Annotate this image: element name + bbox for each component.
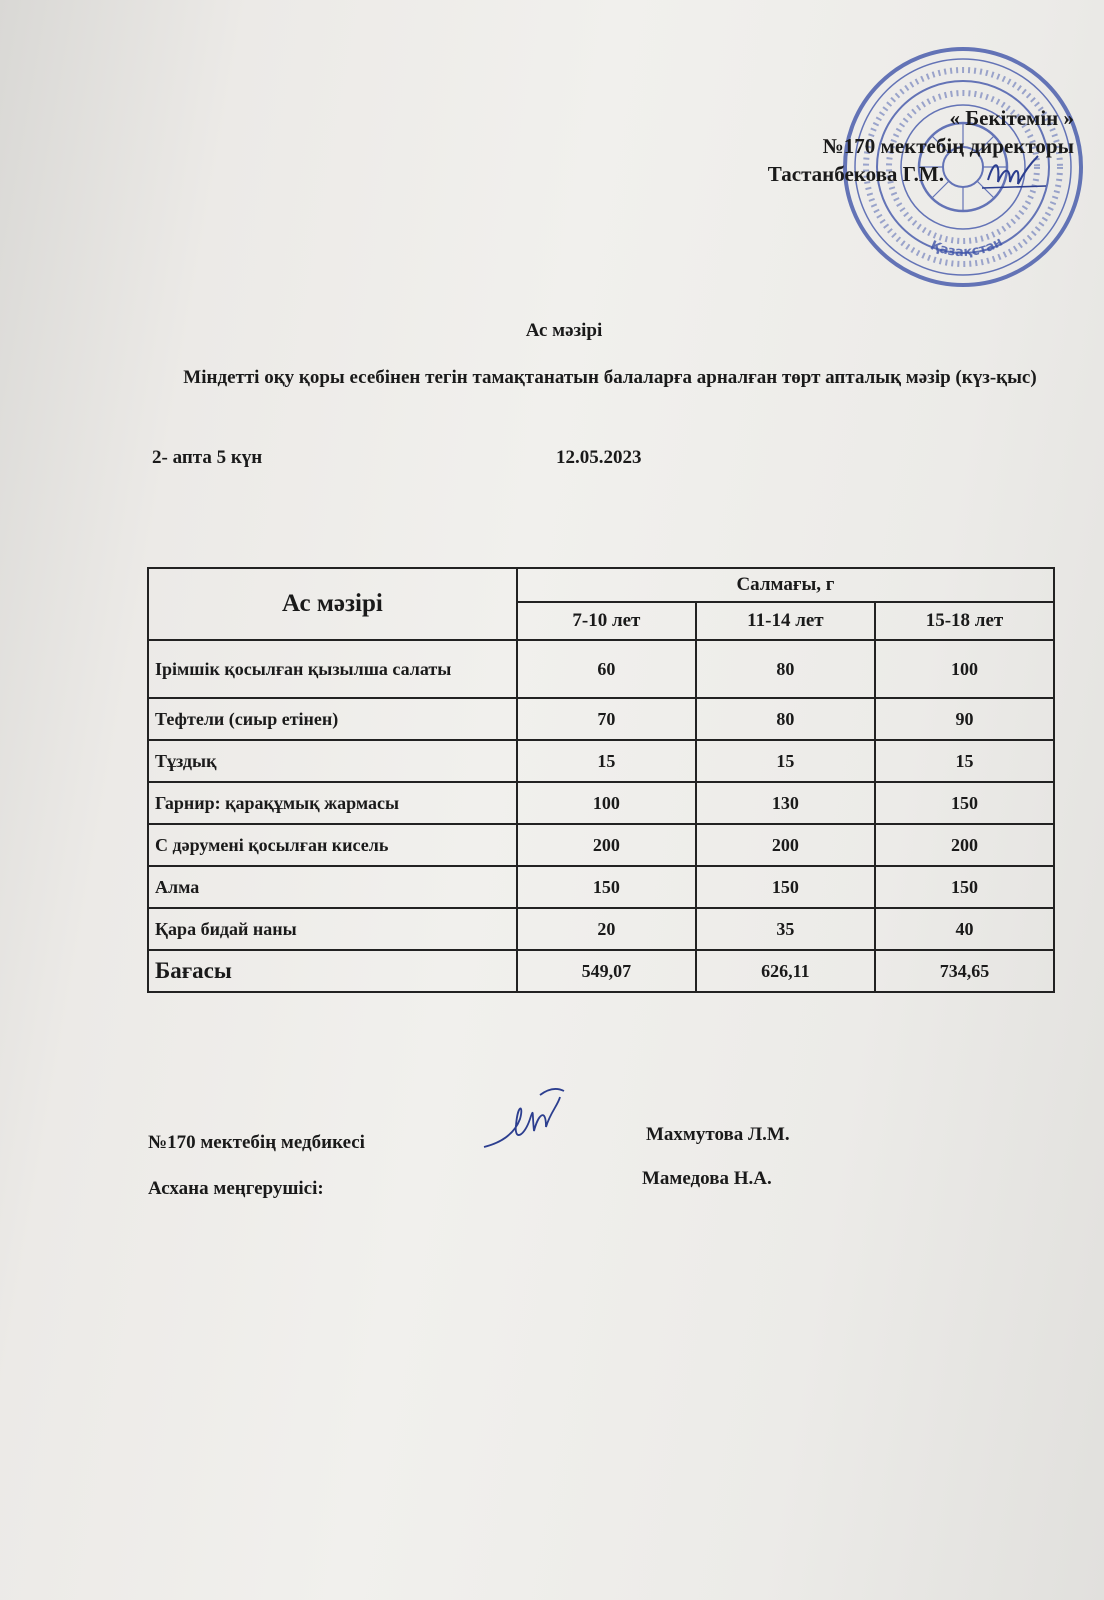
table-row bbox=[148, 698, 1054, 740]
dish-name: С дәрумені қосылған кисель bbox=[148, 824, 517, 866]
weight-value: 15 bbox=[696, 740, 875, 782]
age-group-header: 7-10 лет bbox=[517, 602, 696, 640]
table-row bbox=[148, 782, 1054, 824]
dish-name: Тұздық bbox=[148, 740, 517, 782]
weight-value: 150 bbox=[875, 866, 1054, 908]
canteen-name: Мамедова Н.А. bbox=[642, 1168, 772, 1189]
nurse-name: Махмутова Л.М. bbox=[646, 1124, 790, 1145]
canteen-role: Асхана меңгерушісі: bbox=[148, 1178, 324, 1199]
menu-table bbox=[147, 567, 1055, 993]
weight-header: Салмағы, г bbox=[517, 568, 1054, 602]
weight-value: 20 bbox=[517, 908, 696, 950]
table-row bbox=[148, 640, 1054, 698]
table-row bbox=[148, 740, 1054, 782]
price-value: 734,65 bbox=[875, 950, 1054, 992]
dish-name: Ірімшік қосылған қызылша салаты bbox=[148, 640, 517, 698]
weight-value: 200 bbox=[517, 824, 696, 866]
weight-value: 150 bbox=[875, 782, 1054, 824]
dish-name: Алма bbox=[148, 866, 517, 908]
weight-value: 70 bbox=[517, 698, 696, 740]
nurse-signature bbox=[480, 1085, 590, 1160]
menu-header: Ас мәзірі bbox=[148, 568, 517, 640]
weight-value: 15 bbox=[875, 740, 1054, 782]
table-row bbox=[148, 866, 1054, 908]
weight-value: 150 bbox=[517, 866, 696, 908]
weight-value: 150 bbox=[696, 866, 875, 908]
weight-value: 15 bbox=[517, 740, 696, 782]
page-subtitle: Міндетті оқу қоры есебінен тегін тамақтанатын балаларға арналған төрт апталық мәзір (күз-қыс) bbox=[183, 367, 1037, 388]
price-value: 626,11 bbox=[696, 950, 875, 992]
dish-name: Қара бидай наны bbox=[148, 908, 517, 950]
menu-date: 12.05.2023 bbox=[556, 447, 642, 468]
weight-value: 90 bbox=[875, 698, 1054, 740]
weight-value: 80 bbox=[696, 640, 875, 698]
table-row bbox=[148, 824, 1054, 866]
weight-value: 60 bbox=[517, 640, 696, 698]
weight-value: 100 bbox=[875, 640, 1054, 698]
dish-name: Гарнир: қарақұмық жармасы bbox=[148, 782, 517, 824]
weight-value: 200 bbox=[696, 824, 875, 866]
price-row bbox=[148, 950, 1054, 992]
stamp-text: Қазақстан bbox=[927, 234, 1006, 261]
weight-value: 100 bbox=[517, 782, 696, 824]
table-row bbox=[148, 908, 1054, 950]
weight-value: 130 bbox=[696, 782, 875, 824]
director-signature bbox=[980, 150, 1050, 200]
approval-line-1: « Бекітемін » bbox=[949, 106, 1074, 130]
dish-name: Тефтели (сиыр етінен) bbox=[148, 698, 517, 740]
nurse-role: №170 мектебің медбикесі bbox=[148, 1132, 365, 1153]
price-value: 549,07 bbox=[517, 950, 696, 992]
page-title: Ас мәзірі bbox=[525, 320, 603, 341]
weight-value: 80 bbox=[696, 698, 875, 740]
price-label: Бағасы bbox=[148, 950, 517, 992]
weight-value: 35 bbox=[696, 908, 875, 950]
weight-value: 40 bbox=[875, 908, 1054, 950]
week-day-label: 2- апта 5 күн bbox=[152, 447, 263, 468]
weight-value: 200 bbox=[875, 824, 1054, 866]
approval-line-3: Тастанбекова Г.М. bbox=[767, 162, 944, 186]
age-group-header: 15-18 лет bbox=[875, 602, 1054, 640]
age-group-header: 11-14 лет bbox=[696, 602, 875, 640]
approval-line-2: №170 мектебің директоры bbox=[822, 134, 1074, 158]
